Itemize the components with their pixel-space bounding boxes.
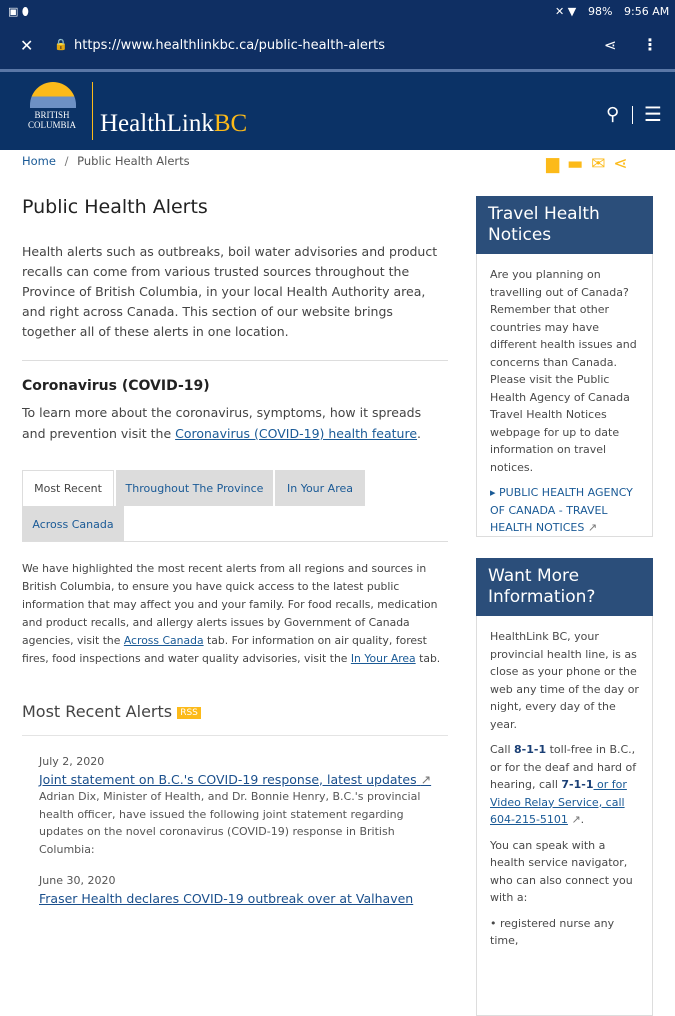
alert-link[interactable]: Fraser Health declares COVID-19 outbreak over at Valhaven [39, 890, 414, 906]
external-link-icon: ↗ [420, 771, 432, 787]
tab-across-canada[interactable]: Across Canada [22, 506, 124, 542]
bullet-item: • registered nurse any time, [490, 916, 615, 947]
clock: 9:56 AM [624, 5, 670, 18]
breadcrumb-home[interactable]: Home [22, 154, 56, 168]
across-canada-link[interactable]: Across Canada [123, 634, 204, 647]
notification-icons: ▣ ⬮ [8, 5, 29, 18]
mute-wifi-icons: ✕ ▼ [555, 5, 577, 18]
search-icon[interactable]: ⚲ [606, 104, 620, 125]
alert-item [22, 872, 448, 907]
bc-logo-icon[interactable] [30, 82, 76, 108]
lock-icon: 🔒 [54, 38, 68, 51]
divider [632, 106, 633, 124]
call-text: Call 8-1-1 toll-free in B.C., or for the deaf and hard of hearing, call 7-1-1 or for Video Relay Service, call 604-215-5101 ↗. [490, 743, 637, 826]
breadcrumb-current: Public Health Alerts [77, 154, 190, 168]
main-content [22, 196, 448, 444]
tabs [22, 470, 448, 542]
covid-link[interactable]: Coronavirus (COVID-19) health feature [175, 426, 418, 441]
page-title: Public Health Alerts [22, 196, 208, 218]
external-link-icon: ↗ [587, 521, 598, 534]
alerts-heading: Most Recent Alerts RSS [22, 702, 448, 721]
more-icon[interactable]: ⋮ [642, 35, 658, 54]
site-header [0, 72, 675, 150]
breadcrumb-sep: / [64, 154, 69, 168]
alert-summary: Adrian Dix, Minister of Health, and Dr. Bonnie Henry, B.C.'s provincial health officer, have issued the following joint statement regarding updates on the novel coronavirus (COVID-19) response in British Columbia: [39, 790, 421, 856]
tab-description: We have highlighted the most recent alerts from all regions and sources in British Columbia, to ensure you have quick access to the latest public information that may affect you and your family. For food recalls, medication and product recalls, and allergy alerts issues by Government of Canada agencies, visit the Across Canada tab. For information on air quality, forest fires, food inspections and water quality advisories, visit the In Your Area tab. [22, 562, 441, 665]
in-your-area-link[interactable]: In Your Area [350, 652, 416, 665]
travel-notices-title: Travel Health Notices [476, 196, 653, 254]
status-bar [0, 0, 675, 24]
covid-heading: Coronavirus (COVID-19) [22, 378, 210, 394]
share-icon[interactable]: ⋖ [613, 154, 636, 174]
alert-item [22, 753, 448, 858]
email-icon[interactable]: ✉ [591, 154, 614, 174]
travel-notices-link[interactable]: ▸ PUBLIC HEALTH AGENCY OF CANADA - TRAVEL HEALTH NOTICES ↗ [490, 486, 633, 534]
battery-level: 98% [588, 5, 613, 18]
bc-logo-text: BRITISH COLUMBIA [27, 110, 76, 130]
external-link-icon: ↗ [571, 813, 581, 826]
intro-text: Health alerts such as outbreaks, boil water advisories and product recalls can come from various trusted sources throughout the Province of British Columbia, in your local Health Authority area, and right across Canada. This section of our website brings together all of these alerts in one location. [22, 244, 438, 339]
video-relay-link[interactable]: or for Video Relay Service, call 604-215-5101 [490, 778, 627, 826]
site-logo[interactable]: HealthLinkBC [100, 110, 248, 137]
browser-toolbar [0, 24, 675, 70]
divider [22, 541, 448, 542]
more-info-text: HealthLink BC, your provincial health line, is as close as your phone or the web any time of the day or night, every day of the year. [490, 630, 639, 731]
tab-most-recent[interactable]: Most Recent [22, 470, 114, 506]
travel-notices-panel [476, 196, 653, 537]
alert-date: July 2, 2020 [39, 755, 105, 768]
share-icon[interactable]: ⋖ [604, 36, 617, 54]
travel-notices-text: Are you planning on travelling out of Canada? Remember that other countries may have different health issues and concerns than Canada. Please visit the Public Health Agency of Canada Travel Health Notices webpage for up to date information on travel notices. [490, 268, 637, 474]
tab-in-your-area[interactable]: In Your Area [275, 470, 365, 506]
more-info-panel [476, 558, 653, 1016]
close-icon[interactable]: ✕ [20, 36, 34, 55]
rss-icon[interactable]: RSS [177, 707, 201, 719]
alert-date: June 30, 2020 [39, 874, 116, 887]
feedback-icon[interactable]: ▬ [567, 154, 592, 174]
navigator-text: You can speak with a health service navigator, who can also connect you with a: [490, 838, 633, 904]
print-icon[interactable]: ▆ [546, 154, 568, 174]
page-actions [546, 154, 636, 174]
alerts-section [22, 702, 448, 907]
tab-throughout-province[interactable]: Throughout The Province [116, 470, 273, 506]
divider [22, 735, 448, 736]
more-info-title: Want More Information? [476, 558, 653, 616]
menu-icon[interactable]: ☰ [644, 102, 662, 126]
breadcrumb [22, 154, 190, 168]
alert-link[interactable]: Joint statement on B.C.'s COVID-19 response, latest updates ↗ [39, 771, 432, 787]
logo-divider [92, 82, 93, 140]
divider [22, 360, 448, 361]
url-field[interactable]: https://www.healthlinkbc.ca/public-health-alerts [74, 38, 386, 53]
covid-text: To learn more about the coronavirus, symptoms, how it spreads and prevention visit the Coronavirus (COVID-19) health feature. [22, 405, 422, 441]
